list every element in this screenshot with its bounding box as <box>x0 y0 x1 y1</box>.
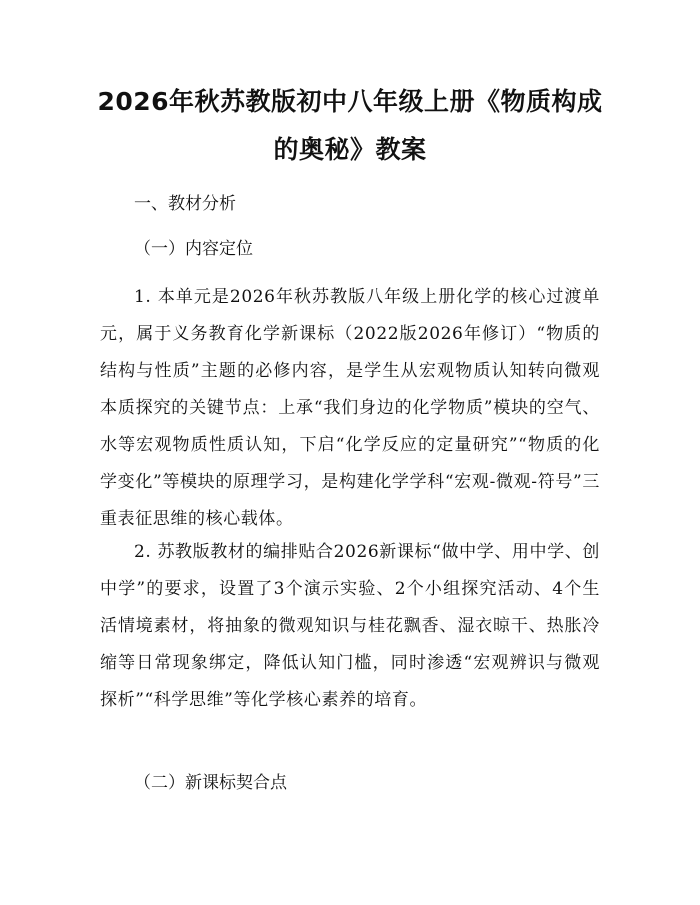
section-heading-teaching-material-analysis: 一、教材分析 <box>134 194 236 214</box>
paragraph-content-positioning-1: 1. 本单元是2026年秋苏教版八年级上册化学的核心过渡单元，属于义务教育化学新课标（2022版2026年修订）“物质的结构与性质”主题的必修内容，是学生从宏观物质认知转向微观本质探究的关键节点：上承“我们身边的化学物质”模块的空气、水等宏观物质性质认知，下启“化学反应的定量研究”“物质的化学变化”等模块的原理学习，是构建化学学科“宏观-微观-符号”三重表征思维的核心载体。 <box>100 287 600 529</box>
subsection-heading-curriculum-alignment: （二）新课标契合点 <box>134 773 287 793</box>
paragraph-content-positioning-2: 2. 苏教版教材的编排贴合2026新课标“做中学、用中学、创中学”的要求，设置了3个演示实验、2个小组探究活动、4个生活情境素材，将抽象的微观知识与桂花飘香、湿衣晾干、热胀冷缩等日常现象绑定，降低认知门槛，同时渗透“宏观辨识与微观探析”“科学思维”等化学核心素养的培育。 <box>100 542 600 710</box>
subsection-heading-content-positioning: （一）内容定位 <box>134 239 253 259</box>
document-title-line-2: 的奥秘》教案 <box>273 135 427 164</box>
document-title-line-1: 2026年秋苏教版初中八年级上册《物质构成 <box>97 87 603 116</box>
